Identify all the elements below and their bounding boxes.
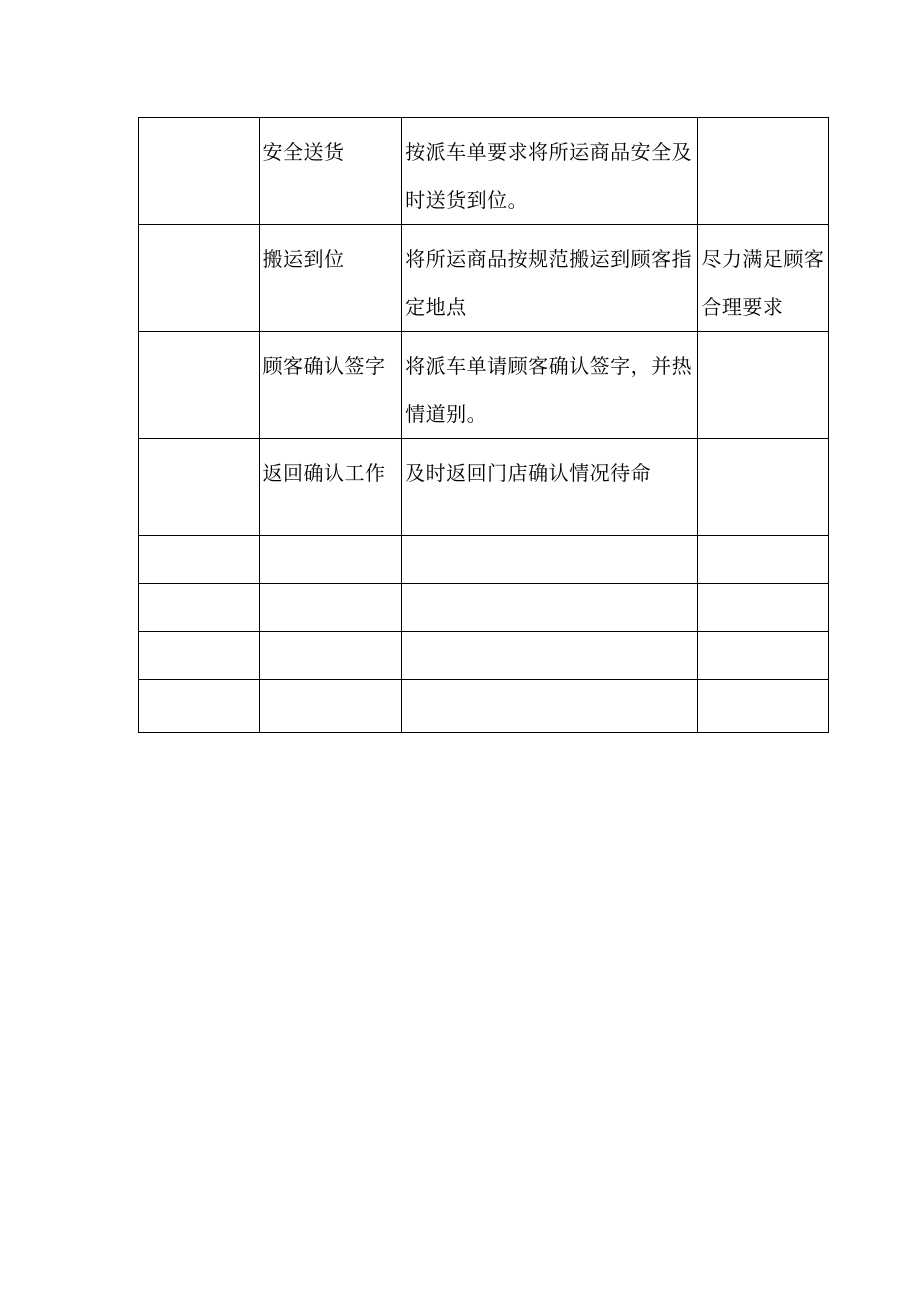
table-row — [139, 584, 829, 632]
step-note — [698, 439, 828, 449]
table-row — [139, 680, 829, 733]
step-description-cell — [402, 225, 698, 332]
step-name: 搬运到位 — [262, 247, 345, 271]
step-name: 返回确认工作 — [262, 461, 386, 485]
table-row — [139, 332, 829, 439]
procedure-table — [138, 117, 829, 733]
step-description-cell — [402, 332, 698, 439]
step-name-cell — [259, 439, 402, 536]
step-name: 安全送货 — [262, 140, 345, 164]
step-name-cell — [259, 332, 402, 439]
step-note-cell — [698, 225, 829, 332]
table-cell — [698, 536, 829, 584]
table-cell — [402, 584, 698, 632]
table-cell — [402, 632, 698, 680]
step-description-cell — [402, 118, 698, 225]
step-description: 将所运商品按规范搬运到顾客指定地点 — [405, 247, 693, 319]
step-name-cell — [259, 118, 402, 225]
table-cell — [139, 332, 260, 439]
table-cell — [698, 584, 829, 632]
table-cell — [139, 584, 260, 632]
step-description: 将派车单请顾客确认签字，并热情道别。 — [405, 354, 693, 426]
step-note-cell — [698, 118, 829, 225]
table-row — [139, 118, 829, 225]
step-description-cell — [402, 439, 698, 536]
table-cell — [259, 584, 402, 632]
table-row — [139, 632, 829, 680]
table-cell — [402, 680, 698, 733]
table-cell — [139, 536, 260, 584]
table-cell — [259, 632, 402, 680]
step-name-cell — [259, 225, 402, 332]
table-row — [139, 439, 829, 536]
table-cell — [139, 632, 260, 680]
table-row — [139, 225, 829, 332]
step-note — [698, 118, 828, 128]
table-cell — [139, 680, 260, 733]
table-cell — [259, 680, 402, 733]
table-cell — [402, 536, 698, 584]
step-note: 尽力满足顾客合理要求 — [701, 247, 825, 319]
table-cell — [139, 225, 260, 332]
step-name: 顾客确认签字 — [262, 354, 386, 378]
step-description: 按派车单要求将所运商品安全及时送货到位。 — [405, 140, 693, 212]
step-note-cell — [698, 332, 829, 439]
table-cell — [698, 632, 829, 680]
table-cell — [139, 439, 260, 536]
step-description: 及时返回门店确认情况待命 — [405, 461, 652, 485]
step-note — [698, 332, 828, 342]
table-cell — [259, 536, 402, 584]
table-cell — [139, 118, 260, 225]
step-note-cell — [698, 439, 829, 536]
table-row — [139, 536, 829, 584]
table-cell — [698, 680, 829, 733]
